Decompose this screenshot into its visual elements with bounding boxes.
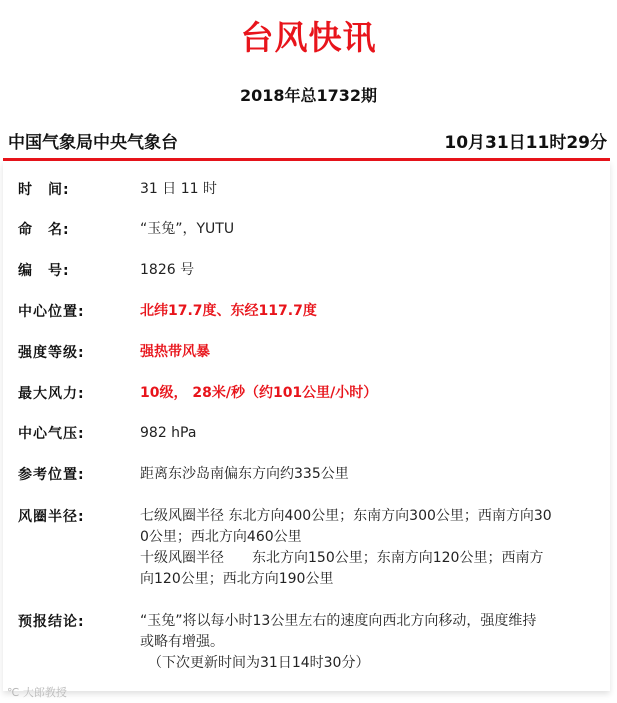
organization-name: 中国气象局中央气象台 — [8, 133, 178, 153]
value-line: （下次更新时间为31日14时30分） — [148, 655, 370, 671]
field-label: 时 间: — [18, 182, 70, 198]
field-label: 强度等级: — [18, 345, 85, 361]
field-value — [140, 506, 612, 590]
value-line: 十级风圈半径 东北方向150公里；东南方向120公里；西南方 — [140, 550, 544, 566]
field-value: 强热带风暴 — [140, 344, 210, 360]
watermark-logo-icon: ℃ — [7, 686, 20, 699]
typhoon-info-card — [3, 161, 610, 691]
value-line: “玉兔”将以每小时13公里左右的速度向西北方向移动，强度维持 — [140, 613, 537, 629]
watermark — [7, 684, 67, 700]
field-value: “玉兔”，YUTU — [140, 221, 235, 237]
field-label: 最大风力: — [18, 386, 85, 402]
field-label: 编 号: — [18, 263, 70, 279]
field-value: 10级， 28米/秒（约101公里/小时） — [140, 385, 378, 401]
page-title: 台风快讯 — [240, 18, 377, 57]
value-line: 0公里；西北方向460公里 — [140, 529, 302, 545]
watermark-text: 大郎教授 — [22, 686, 67, 699]
value-line: 向120公里；西北方向190公里 — [140, 571, 334, 587]
field-label: 预报结论: — [18, 614, 85, 630]
field-value: 982 hPa — [140, 425, 197, 441]
value-line: 或略有增强。 — [140, 634, 224, 650]
field-value: 距离东沙岛南偏东方向约335公里 — [140, 466, 349, 482]
publish-datetime: 10月31日11时29分 — [444, 133, 607, 153]
field-label: 风圈半径: — [18, 509, 85, 525]
field-label: 参考位置: — [18, 467, 85, 483]
field-label: 命 名: — [18, 222, 70, 238]
field-label: 中心位置: — [18, 304, 85, 320]
issue-number: 2018年总1732期 — [239, 86, 378, 105]
field-label: 中心气压: — [18, 426, 85, 442]
field-value: 北纬17.7度、东经117.7度 — [140, 303, 317, 319]
value-line: 七级风圈半径 东北方向400公里；东南方向300公里；西南方向30 — [140, 508, 552, 524]
field-value — [140, 611, 612, 674]
field-value: 31 日 11 时 — [140, 181, 217, 197]
field-value: 1826 号 — [140, 262, 195, 278]
